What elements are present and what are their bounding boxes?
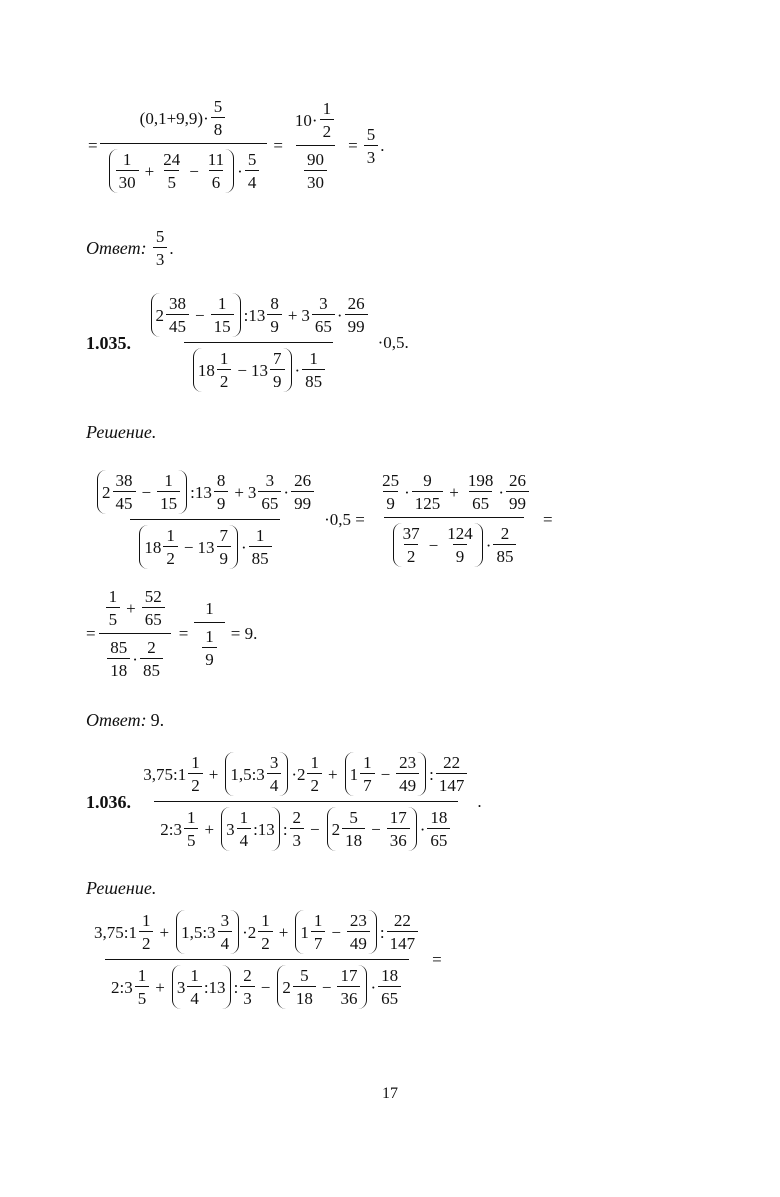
whole: 2 — [282, 977, 291, 997]
den: 9 — [214, 491, 229, 512]
num: 38 — [169, 294, 186, 313]
den: 5 — [164, 170, 179, 191]
num: 1 — [322, 99, 332, 118]
paren-group — [151, 293, 241, 337]
whole: 3 — [301, 305, 310, 325]
answer-1 — [86, 228, 174, 268]
num: 18 — [430, 808, 448, 827]
dot: · — [283, 482, 290, 502]
den: 85 — [302, 369, 325, 390]
den: 2 — [320, 119, 335, 140]
num: 2 — [147, 638, 156, 657]
den: 4 — [187, 986, 202, 1007]
num: 1 — [309, 349, 318, 368]
equals-sign: = — [273, 136, 283, 155]
whole: 18 — [197, 360, 215, 380]
num: 5 — [213, 97, 223, 116]
den: 7 — [360, 773, 375, 794]
paren-group — [193, 348, 292, 392]
num: 2 — [292, 808, 302, 827]
colon-13: :13 — [203, 977, 226, 997]
den: 65 — [469, 491, 492, 512]
den: 3 — [364, 145, 379, 166]
period: . — [380, 136, 385, 155]
answer-label: Ответ: — [86, 238, 147, 258]
whole: 13 — [251, 360, 268, 380]
equals-sign: = — [178, 624, 189, 643]
answer-value: 9 — [150, 710, 160, 730]
num: 1 — [261, 911, 270, 930]
whole: 1 — [349, 764, 359, 784]
equals-sign: = — [432, 950, 442, 969]
den: 65 — [142, 607, 165, 628]
num: 198 — [467, 471, 494, 490]
dot: · — [132, 649, 138, 669]
den: 9 — [453, 544, 468, 565]
fraction-b — [371, 472, 537, 567]
num: 5 — [300, 966, 309, 985]
num: 23 — [399, 753, 417, 772]
plus: + — [327, 764, 338, 784]
num: 8 — [216, 471, 226, 490]
colon-13: :13 — [253, 819, 275, 839]
dot: · — [485, 535, 492, 555]
num: 90 — [307, 150, 324, 169]
paren-group — [225, 752, 288, 796]
minus: − — [237, 360, 247, 380]
plus: + — [278, 922, 289, 942]
dot: · — [241, 537, 247, 557]
den: 6 — [209, 170, 224, 191]
plus: + — [159, 922, 170, 942]
whole: 2 — [155, 305, 164, 325]
problem-number: 1.036. — [86, 791, 131, 812]
minus: − — [371, 819, 381, 839]
den: 15 — [157, 491, 180, 512]
plus: + — [234, 482, 244, 502]
den: 65 — [258, 491, 281, 512]
paren-group — [221, 807, 280, 851]
den: 30 — [116, 170, 139, 191]
colon: : — [429, 764, 434, 784]
dot: · — [336, 305, 343, 325]
num: 1 — [310, 753, 319, 772]
paren-group — [172, 965, 231, 1009]
den: 2 — [163, 546, 178, 567]
num: 1 — [166, 526, 175, 545]
num: 23 — [349, 911, 367, 930]
den: 99 — [345, 314, 368, 335]
times-0-5: ·0,5. — [377, 333, 409, 352]
den: 3 — [240, 986, 255, 1007]
whole: 3 — [247, 482, 257, 502]
num-text: 10· — [294, 110, 318, 130]
num: 1 — [108, 587, 118, 606]
den: 4 — [237, 828, 252, 849]
minus: − — [141, 482, 152, 502]
den: 2 — [188, 773, 203, 794]
solution-label-1: Решение. — [86, 422, 157, 442]
den: 36 — [387, 828, 410, 849]
num: 1 — [137, 966, 147, 985]
text: 1,5:3 — [230, 764, 265, 784]
whole: 1 — [300, 922, 309, 942]
den: 2 — [258, 931, 273, 952]
dot: · — [242, 922, 248, 942]
paren-group — [176, 910, 239, 954]
equals-sign: = — [543, 510, 553, 529]
num: 1 — [186, 808, 196, 827]
den: 5 — [184, 828, 199, 849]
den: 9 — [202, 647, 217, 668]
dot: · — [404, 482, 410, 502]
num: 52 — [144, 587, 162, 606]
den: 2 — [217, 369, 232, 390]
num: 1 — [191, 753, 200, 772]
paren-group — [393, 523, 483, 567]
solution-fraction — [88, 470, 322, 569]
problem-fraction — [137, 752, 475, 851]
den: 65 — [427, 828, 450, 849]
num: 1 — [219, 349, 229, 368]
period: . — [477, 792, 482, 811]
colon: : — [233, 977, 239, 997]
den: 9 — [217, 546, 232, 567]
sum-text: (0,1+9,9)· — [139, 108, 209, 128]
minus: − — [195, 305, 205, 325]
fraction-2 — [289, 100, 342, 191]
den: 7 — [311, 931, 326, 952]
whole: 2 — [331, 819, 341, 839]
plus: + — [287, 305, 298, 325]
num: 124 — [447, 524, 473, 543]
equals-sign: = — [348, 136, 358, 155]
den: 49 — [396, 773, 419, 794]
den: 4 — [267, 773, 282, 794]
num: 25 — [382, 471, 400, 490]
num: 17 — [340, 966, 358, 985]
num: 2 — [500, 524, 510, 543]
colon: : — [282, 819, 288, 839]
num: 8 — [270, 294, 279, 313]
whole: 2 — [247, 922, 257, 942]
den: 125 — [412, 491, 444, 512]
num: 1 — [205, 626, 214, 646]
page-number: 17 — [382, 1085, 398, 1102]
plus: + — [144, 161, 155, 181]
den: 4 — [218, 931, 233, 952]
minus: − — [428, 535, 439, 555]
fraction-c — [98, 588, 173, 679]
colon-13: :13 — [190, 482, 212, 502]
den: 9 — [383, 491, 398, 512]
answer-2 — [86, 710, 164, 731]
den: 85 — [249, 546, 272, 567]
num: 9 — [423, 471, 432, 490]
num: 1 — [255, 526, 265, 545]
num: 22 — [393, 911, 411, 930]
num: 24 — [163, 150, 181, 169]
period: . — [159, 710, 165, 730]
den: 45 — [166, 314, 189, 335]
num: 3 — [265, 471, 275, 490]
colon-13: :13 — [243, 305, 266, 325]
num: 5 — [349, 808, 358, 827]
den: 65 — [378, 986, 401, 1007]
den: 18 — [293, 986, 316, 1007]
num: 5 — [247, 150, 257, 169]
num: 3 — [269, 753, 279, 772]
num: 7 — [273, 349, 282, 368]
minus: − — [260, 977, 271, 997]
num: 26 — [294, 471, 312, 490]
den: 9 — [270, 369, 285, 390]
problem-fraction — [142, 293, 376, 392]
den: 99 — [291, 491, 314, 512]
minus: − — [321, 977, 332, 997]
whole: 3 — [176, 977, 186, 997]
den: 15 — [211, 314, 234, 335]
den: 99 — [506, 491, 529, 512]
num: 5 — [155, 227, 165, 246]
den: 3 — [290, 828, 305, 849]
minus: − — [331, 922, 341, 942]
paren-group — [327, 807, 417, 851]
num: 1 — [217, 294, 227, 313]
num: 1 — [313, 911, 323, 930]
den: 9 — [267, 314, 282, 335]
num: 1 — [164, 471, 173, 490]
num: 1 — [190, 966, 199, 985]
equals-sign: = — [88, 136, 98, 155]
answer-label: Ответ: — [86, 710, 147, 730]
dot: · — [419, 819, 426, 839]
den: 36 — [337, 986, 360, 1007]
num: 1 — [239, 808, 249, 827]
num: 22 — [443, 753, 461, 772]
minus: − — [189, 161, 199, 181]
minus: − — [380, 764, 391, 784]
text: 2:3 — [111, 977, 133, 997]
den: 5 — [135, 986, 150, 1007]
solution-1035-line2 — [86, 588, 261, 679]
num: 1 — [141, 911, 151, 930]
num: 85 — [110, 638, 128, 657]
den: 18 — [342, 828, 365, 849]
num: 11 — [207, 150, 225, 169]
den: 8 — [211, 117, 226, 138]
plus: + — [449, 482, 459, 502]
num: 1 — [363, 753, 372, 772]
den: 49 — [347, 931, 370, 952]
result-9: = 9. — [230, 624, 258, 643]
num: 17 — [389, 808, 407, 827]
num: 26 — [509, 471, 527, 490]
text: 3,75:1 — [143, 764, 187, 784]
equals-sign: = — [86, 624, 96, 643]
den: 65 — [312, 314, 335, 335]
whole: 3 — [226, 819, 235, 839]
num: 37 — [402, 524, 420, 543]
den: 5 — [106, 607, 121, 628]
plus: + — [155, 977, 165, 997]
problem-1036 — [86, 752, 482, 851]
solution-1036 — [86, 910, 446, 1009]
den: 85 — [493, 544, 516, 565]
problem-1035 — [86, 293, 409, 392]
paren-group — [109, 149, 235, 193]
colon: : — [379, 922, 385, 942]
text: 1,5:3 — [181, 922, 216, 942]
den: 2 — [307, 773, 322, 794]
den: 85 — [140, 658, 163, 679]
period: . — [169, 238, 174, 258]
expr-1-continuation — [88, 98, 384, 193]
dot: · — [370, 977, 377, 997]
plus: + — [204, 819, 215, 839]
paren-group — [139, 525, 238, 569]
den: 30 — [304, 170, 327, 191]
solution-fraction — [88, 910, 426, 1009]
plus: + — [208, 764, 219, 784]
paren-group — [345, 752, 427, 796]
den: 45 — [113, 491, 136, 512]
text: 2:3 — [160, 819, 182, 839]
dot: · — [498, 482, 505, 502]
dot: · — [237, 161, 243, 181]
den: 2 — [404, 544, 419, 565]
num: 1 — [122, 150, 132, 169]
num: 5 — [366, 124, 376, 144]
den: 3 — [153, 247, 168, 268]
whole: 2 — [102, 482, 111, 502]
whole: 2 — [296, 764, 306, 784]
plus: + — [126, 598, 136, 618]
den: 2 — [139, 931, 154, 952]
paren-group — [277, 965, 367, 1009]
main-fraction — [100, 98, 268, 193]
paren-group — [97, 470, 187, 514]
dot: · — [291, 764, 297, 784]
den: 4 — [245, 170, 260, 191]
whole: 13 — [197, 537, 215, 557]
problem-number: 1.035. — [86, 332, 131, 353]
solution-label-2: Решение. — [86, 878, 157, 898]
num: 26 — [347, 294, 365, 313]
paren-group — [295, 910, 377, 954]
num: 2 — [243, 966, 252, 985]
den: 147 — [387, 931, 419, 952]
text: 3,75:1 — [94, 922, 137, 942]
den: 18 — [107, 658, 130, 679]
minus: − — [183, 537, 194, 557]
times-0-5-eq: ·0,5 = — [324, 510, 365, 529]
num: 18 — [381, 966, 399, 985]
num: 3 — [319, 294, 328, 313]
solution-1035-line1 — [86, 470, 557, 569]
num: 3 — [220, 911, 230, 930]
fraction-d — [194, 600, 225, 668]
num: 38 — [115, 471, 133, 490]
minus: − — [310, 819, 320, 839]
den: 147 — [436, 773, 468, 794]
whole: 18 — [144, 537, 162, 557]
dot: · — [294, 360, 301, 380]
num: 7 — [219, 526, 228, 545]
num: 1 — [205, 598, 214, 618]
